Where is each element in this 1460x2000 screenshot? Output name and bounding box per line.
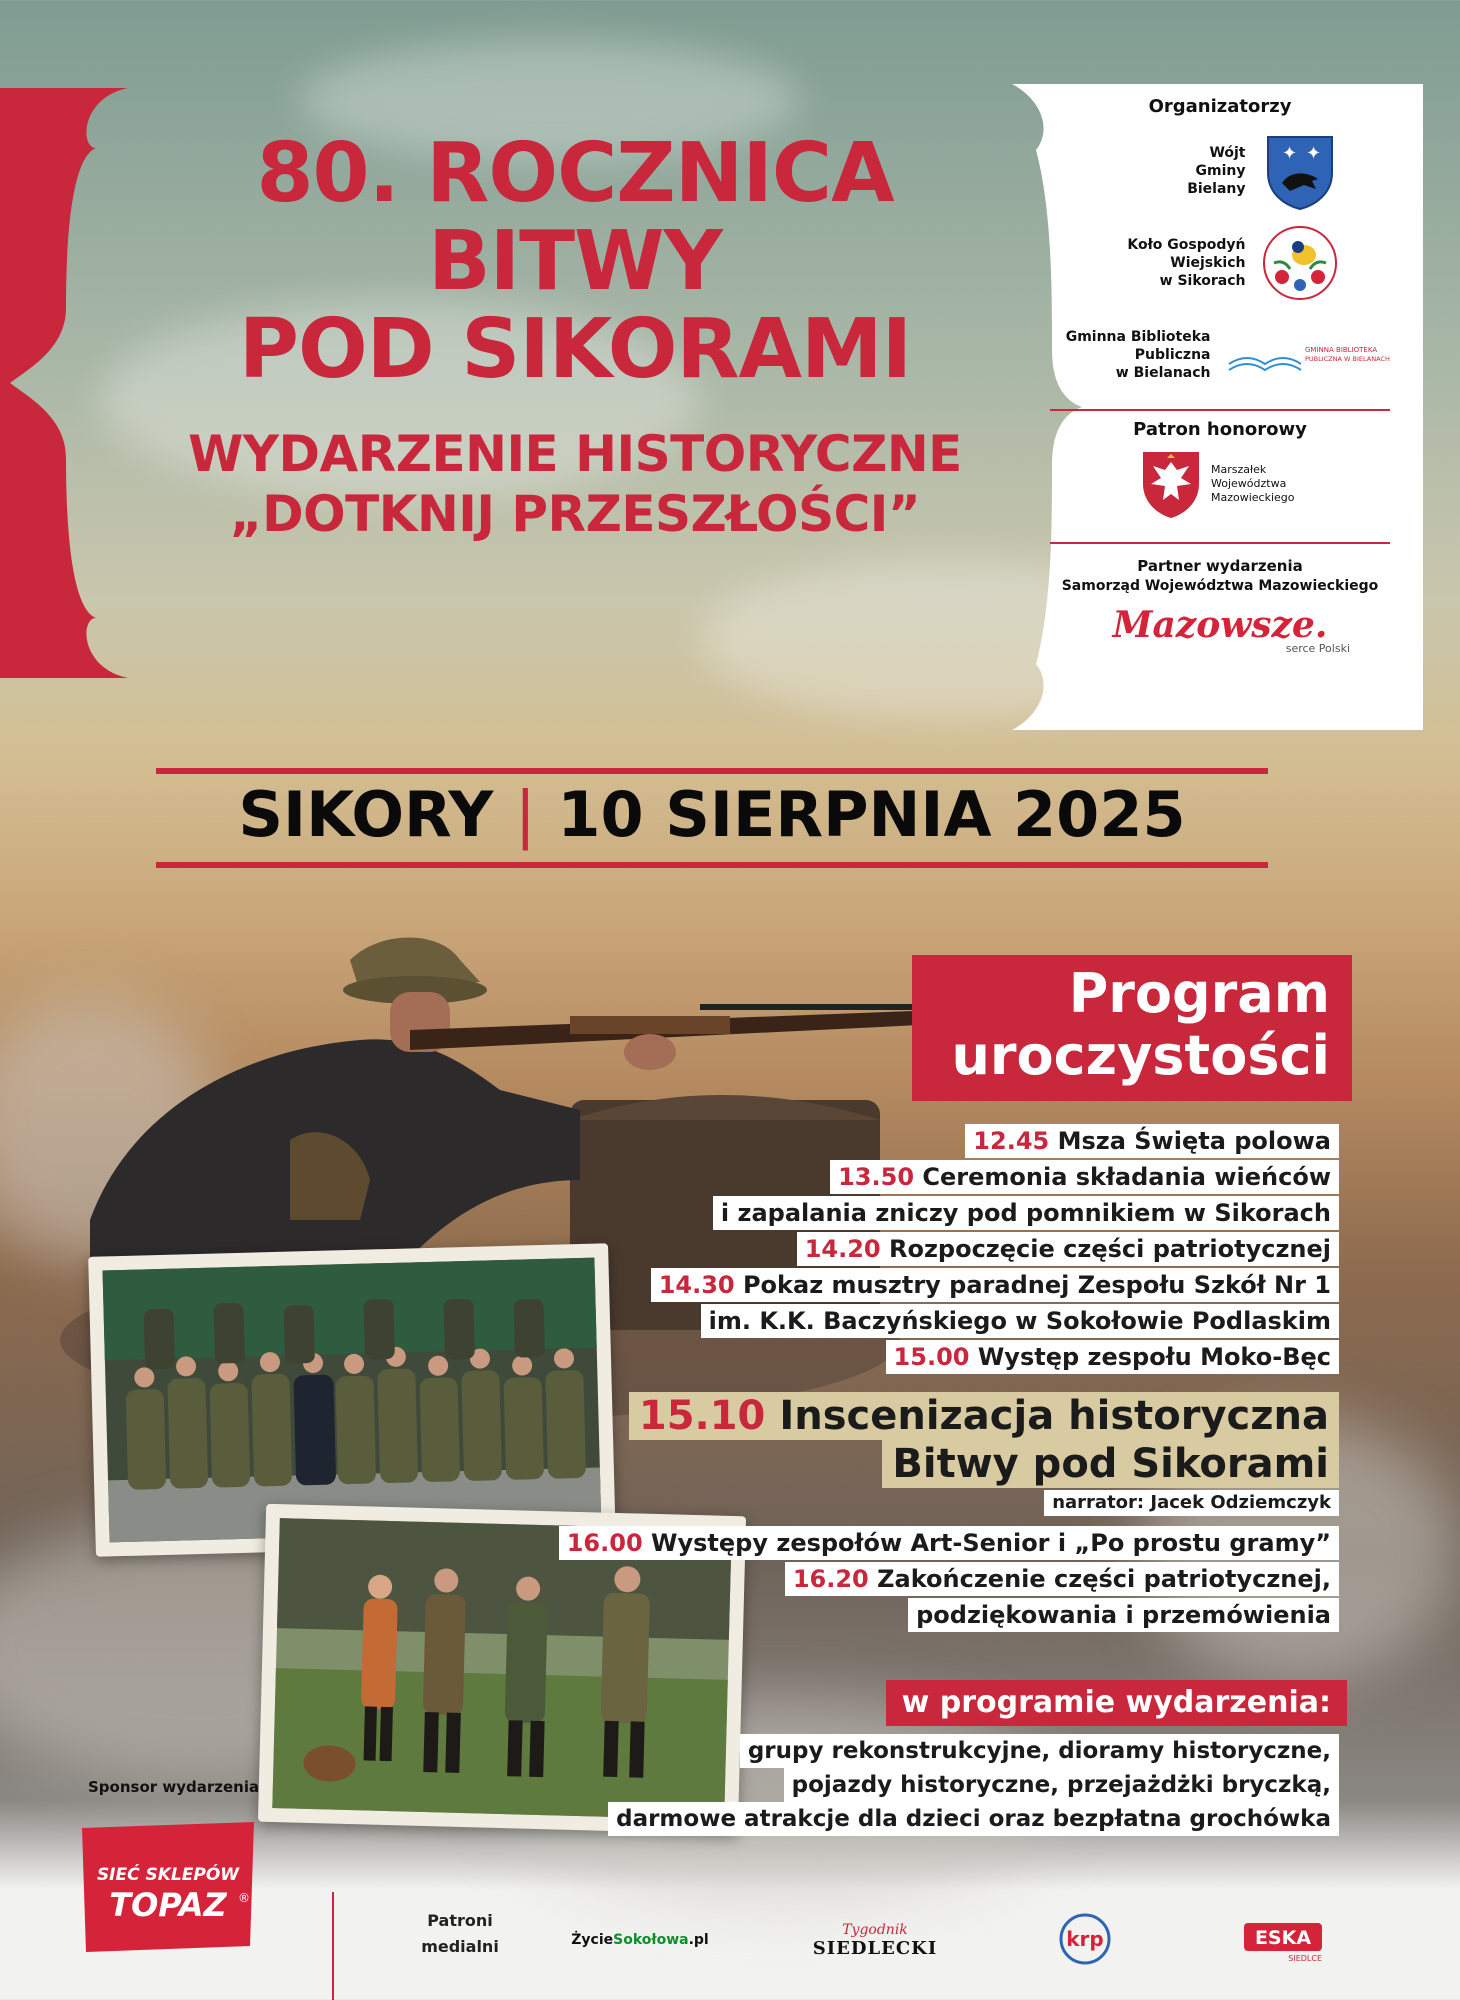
- program-item: [701, 1304, 1339, 1338]
- title-line-1: 80. ROCZNICA: [256, 126, 894, 221]
- program-item: [830, 1160, 1339, 1194]
- program-item-text: Ceremonia składania wieńców: [922, 1163, 1331, 1191]
- svg-text:®: ®: [238, 1891, 250, 1905]
- eska-logo-icon: [1230, 1915, 1326, 1965]
- krp-logo-icon: [1053, 1913, 1117, 1967]
- program-title-line-1: Program: [1068, 962, 1330, 1025]
- program-item: [886, 1340, 1339, 1374]
- organizer-wojt-name: Wójt Gminy Bielany: [1187, 145, 1246, 197]
- event-date: 10 SIERPNIA 2025: [557, 778, 1186, 851]
- svg-text:PUBLICZNA W BIELANACH: PUBLICZNA W BIELANACH: [1304, 355, 1390, 363]
- program-narrator-text: narrator: Jacek Odziemczyk: [1052, 1492, 1331, 1513]
- panel-divider: [1050, 409, 1390, 411]
- program-item-time: 14.20: [804, 1235, 881, 1263]
- bielany-coat-of-arms-icon: [1260, 131, 1340, 211]
- program-item: [559, 1526, 1339, 1560]
- program-highlight-time: 15.10: [638, 1393, 766, 1439]
- zycie-sokolowa-logo: [570, 1910, 710, 1970]
- reenactment-photo-image: [272, 1518, 731, 1820]
- patron-heading: Patron honorowy: [1133, 419, 1307, 440]
- place-date-separator: |: [514, 778, 536, 851]
- organizer-library-name: Gminna Biblioteka Publiczna w Bielanach: [1065, 329, 1211, 381]
- extras-line: pojazdy historyczne, przejażdżki bryczką,: [784, 1768, 1339, 1802]
- patron-row: [1040, 448, 1400, 520]
- program-item-time: 12.45: [973, 1127, 1050, 1155]
- program-item-text: im. K.K. Baczyńskiego w Sokołowie Podlaskim: [708, 1307, 1331, 1335]
- program-item-time: 15.00: [893, 1343, 970, 1371]
- topaz-sponsor-logo: [78, 1822, 258, 1952]
- title-line-2: BITWY: [428, 214, 722, 309]
- tygodnik-siedlecki-logo: [800, 1910, 950, 1970]
- event-place: SIKORY: [238, 778, 494, 851]
- topaz-line-2: TOPAZ: [109, 1886, 227, 1924]
- kgw-sikory-logo-icon: [1260, 223, 1340, 303]
- siedlecki-logo-bottom: SIEDLECKI: [812, 1937, 938, 1959]
- media-patrons-label: Patroni medialni: [421, 1911, 499, 1956]
- extras-line: darmowe atrakcje dla dzieci oraz bezpłatna grochówka: [608, 1802, 1339, 1836]
- program-item-time: 16.00: [566, 1529, 643, 1557]
- program-item-text: Występ zespołu Moko-Bęc: [977, 1343, 1331, 1371]
- program-narrator: [1044, 1490, 1339, 1516]
- library-logo-icon: [1225, 330, 1390, 380]
- organizer-wojt: [1040, 125, 1400, 217]
- panel-divider: [1050, 542, 1390, 544]
- mazovia-eagle-emblem-icon: [1139, 448, 1203, 520]
- program-item-text: Zakończenie części patriotycznej,: [877, 1565, 1331, 1593]
- organizer-kgw-name: Koło Gospodyń Wiejskich w Sikorach: [1127, 237, 1246, 289]
- mazowsze-brand-tagline: serce Polski: [1285, 642, 1350, 655]
- program-item-text: Msza Święta polowa: [1057, 1127, 1331, 1155]
- program-item: [908, 1598, 1339, 1632]
- title-line-3: POD SIKORAMI: [238, 302, 912, 397]
- program-item: [651, 1268, 1339, 1302]
- program-highlight-line-1: Inscenizacja historyczna: [779, 1393, 1329, 1439]
- topaz-line-1: SIEĆ SKLEPÓW: [96, 1865, 240, 1885]
- eska-logo-text: ESKA: [1254, 1927, 1312, 1949]
- eska-city-text: SIEDLCE: [1288, 1954, 1322, 1963]
- footer-divider: [332, 1892, 334, 2000]
- siedlecki-logo-top: Tygodnik: [842, 1921, 908, 1938]
- cadets-group-photo-image: [103, 1258, 602, 1543]
- subtitle-line-1: WYDARZENIE HISTORYCZNE: [188, 425, 962, 483]
- program-item: [785, 1562, 1339, 1596]
- program-highlight: [882, 1440, 1339, 1488]
- svg-text:GMINNA BIBLIOTEKA: GMINNA BIBLIOTEKA: [1304, 346, 1377, 354]
- program-highlight-line-2: Bitwy pod Sikorami: [892, 1441, 1329, 1487]
- zycie-logo-part-1: Życie: [571, 1932, 614, 1948]
- program-item-time: 13.50: [838, 1163, 915, 1191]
- program-item-text: i zapalania zniczy pod pomnikiem w Sikorach: [720, 1199, 1331, 1227]
- program-item-text: Występy zespołów Art-Senior i „Po prostu gramy”: [651, 1529, 1331, 1557]
- program-item-time: 14.30: [658, 1271, 735, 1299]
- program-highlight: [629, 1392, 1339, 1440]
- sponsor-label: Sponsor wydarzenia: [88, 1778, 260, 1796]
- place-date: [156, 780, 1268, 850]
- date-rule-top: [156, 768, 1268, 774]
- patron-name: Marszałek Województwa Mazowieckiego: [1211, 463, 1295, 504]
- extras-title: w programie wydarzenia:: [886, 1680, 1347, 1726]
- krp-radio-logo: [1040, 1910, 1130, 1970]
- organizers-heading: Organizatorzy: [1148, 96, 1292, 117]
- red-bracket-decoration: [0, 88, 130, 678]
- svg-text:✦: ✦: [1281, 143, 1297, 164]
- krp-logo-text: krp: [1066, 1927, 1104, 1951]
- subtitle-line-2: „DOTKNIJ PRZESZŁOŚCI”: [229, 485, 921, 543]
- organizer-kgw: [1040, 217, 1400, 309]
- program-title-line-2: uroczystości: [951, 1024, 1330, 1087]
- program-item: [713, 1196, 1339, 1230]
- program-item: [797, 1232, 1339, 1266]
- zycie-logo-part-2: Sokołowa: [613, 1932, 689, 1948]
- title-block: [160, 126, 990, 544]
- svg-text:✦: ✦: [1305, 143, 1321, 164]
- program-item-time: 16.20: [792, 1565, 869, 1593]
- date-rule-bottom: [156, 862, 1268, 868]
- extras-line: grupy rekonstrukcyjne, dioramy historyczne,: [740, 1734, 1339, 1768]
- partner-heading: Partner wydarzenia: [1137, 557, 1303, 575]
- program-title-box: [912, 955, 1352, 1101]
- program-item-text: Rozpoczęcie części patriotycznej: [888, 1235, 1331, 1263]
- program-item-text: podziękowania i przemówienia: [916, 1601, 1331, 1629]
- mazowsze-brand-logo: Mazowsze.: [1112, 604, 1328, 646]
- organizer-panel: [1040, 96, 1400, 655]
- program-item: [965, 1124, 1339, 1158]
- eska-radio-logo: [1228, 1910, 1328, 1970]
- zycie-logo-part-3: .pl: [688, 1932, 709, 1948]
- program-item-text: Pokaz musztry paradnej Zespołu Szkół Nr 1: [742, 1271, 1331, 1299]
- partner-name: Samorząd Województwa Mazowieckiego: [1061, 578, 1379, 594]
- organizer-library: [1040, 309, 1400, 401]
